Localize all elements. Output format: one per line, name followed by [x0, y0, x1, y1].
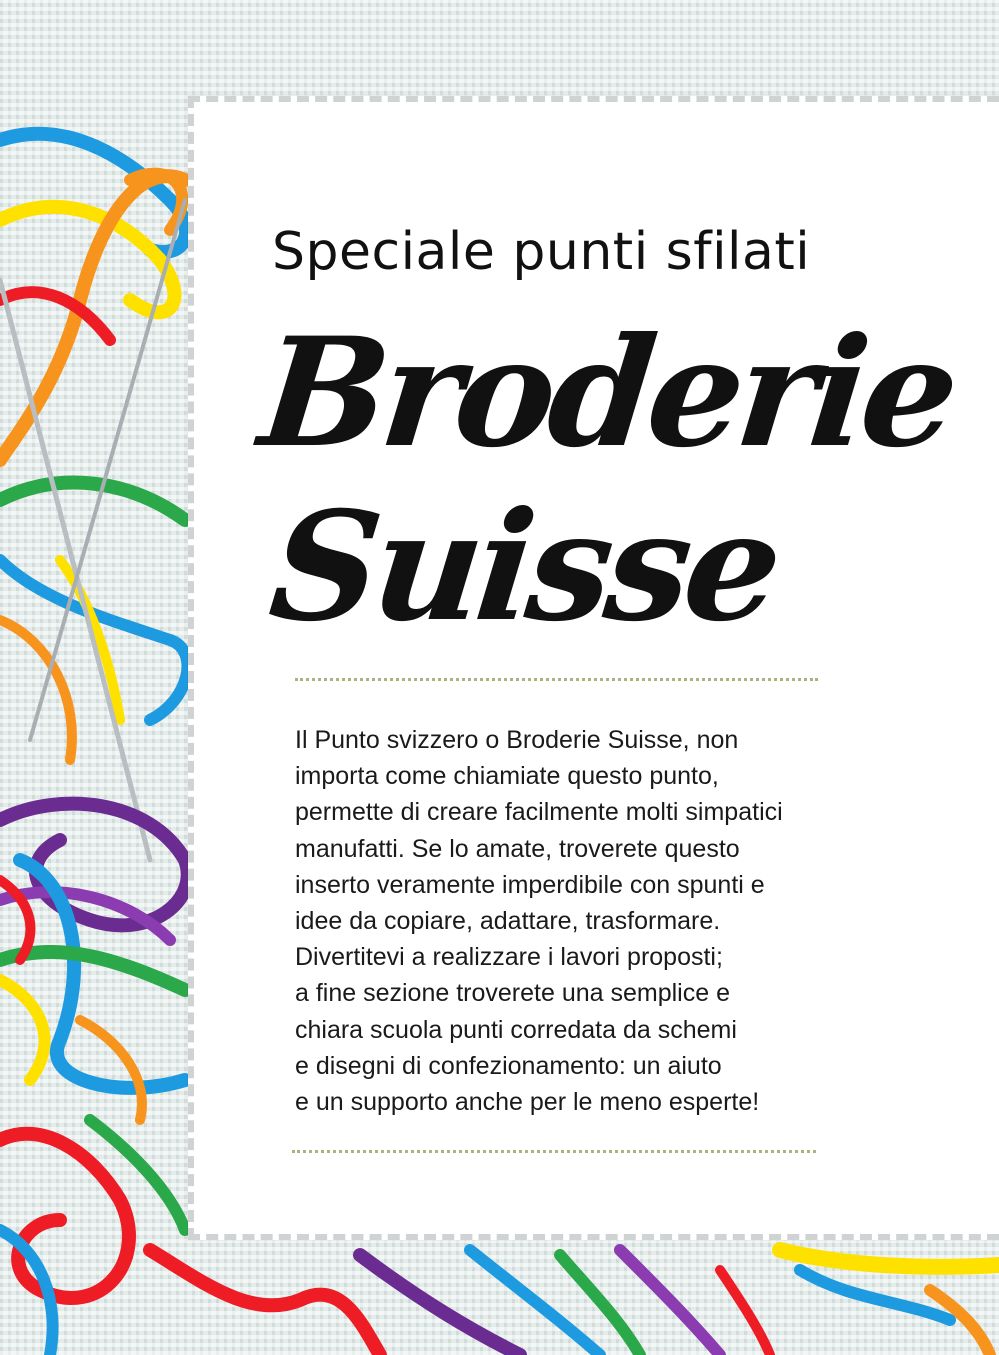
paragraph-line: permette di creare facilmente molti simpatici	[295, 798, 783, 827]
thread-red	[0, 292, 110, 340]
thread-orange-5	[930, 1290, 990, 1355]
paragraph-line: importa come chiamiate questo punto,	[295, 762, 719, 791]
paragraph-line: a fine sezione troverete una semplice e	[295, 979, 730, 1008]
paragraph-line: e un supporto anche per le meno esperte!	[295, 1088, 760, 1117]
thread-green-2	[0, 952, 185, 990]
thread-blue	[0, 134, 186, 252]
thread-yellow-3	[0, 980, 44, 1080]
thread-red-4	[150, 1250, 380, 1355]
needle-1	[0, 280, 150, 860]
thread-red-3	[0, 1134, 129, 1298]
thread-orange-4	[80, 1020, 142, 1120]
paragraph-line: Il Punto svizzero o Broderie Suisse, non	[295, 726, 739, 754]
divider-bottom	[292, 1150, 816, 1153]
subtitle: Speciale punti sfilati	[272, 222, 811, 282]
thread-red-5	[720, 1270, 770, 1355]
thread-green-4	[560, 1255, 640, 1355]
thread-yellow-4	[780, 1250, 999, 1267]
paragraph-line: idee da copiare, adattare, trasformare.	[295, 907, 721, 936]
divider-top	[295, 678, 818, 681]
intro-paragraph	[295, 722, 855, 1120]
thread-green	[0, 483, 185, 520]
paragraph-line: e disegni di confezionamento: un aiuto	[295, 1051, 722, 1080]
paragraph-line: chiara scuola punti corredata da schemi	[295, 1015, 737, 1044]
title-line-2: Suisse	[262, 479, 784, 655]
thread-orange-3	[0, 620, 72, 760]
paragraph-line: Divertitevi a realizzare i lavori proposti;	[295, 943, 723, 972]
title-line-1: Broderie	[252, 305, 961, 481]
thread-blue-4	[0, 1230, 53, 1355]
paragraph-line: inserto veramente imperdibile con spunti e	[295, 870, 765, 899]
paragraph-line: manufatti. Se lo amate, troverete questo	[295, 834, 740, 863]
